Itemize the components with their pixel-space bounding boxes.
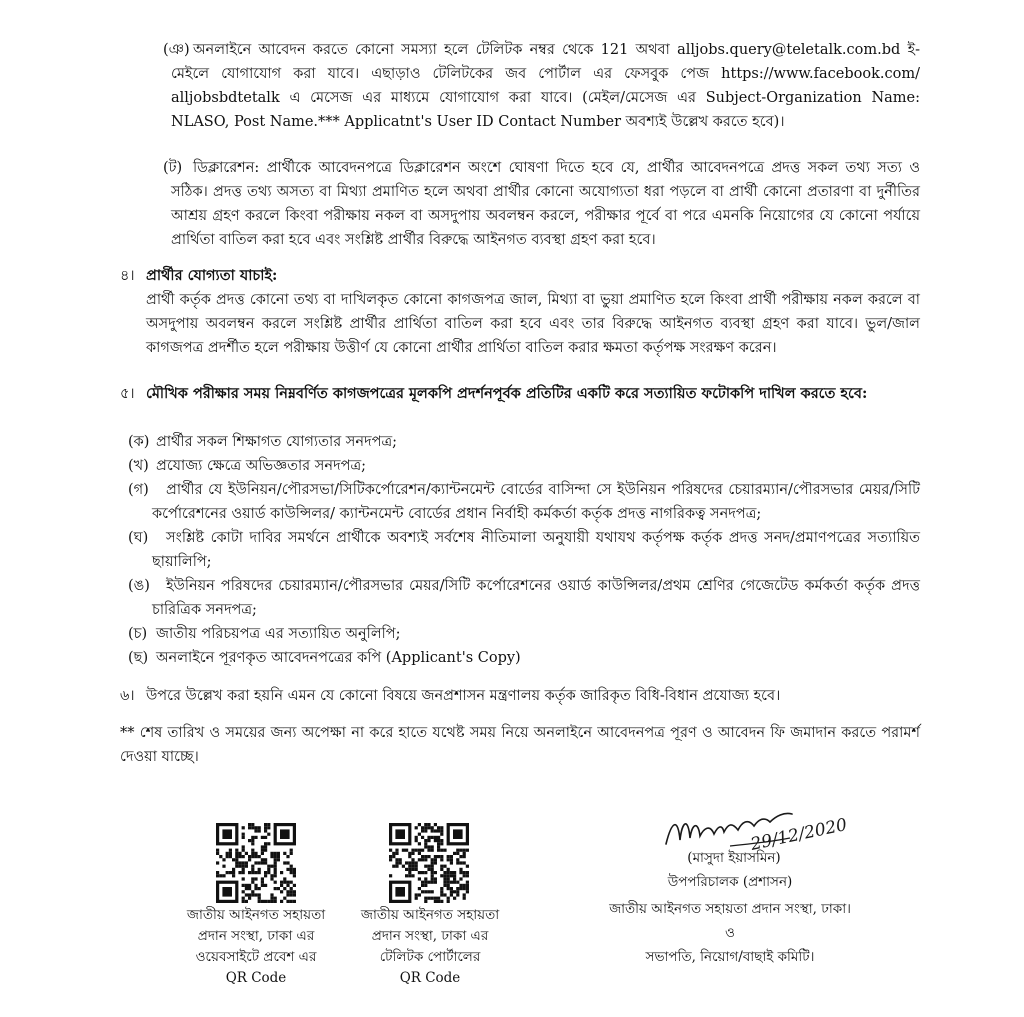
website-qr-code-icon [216,823,296,903]
doc-list-item: প্রার্থীর যে ইউনিয়ন/পৌরসভা/সিটিকর্পোরেশন/ক্যান্টনমেন্ট বোর্ডের বাসিন্দা সে ইউনিয়ন পরিষদের চেয়ারম্যান/পৌরসভার মেয়র/সিটি কর্পোরেশনের ওয়ার্ড কাউন্সিলর/ ক্যান্টনমেন্ট বোর্ডের প্রধান নির্বাহী কর্মকর্তা কর্তৃক প্রদত্ত নাগরিকত্ব সনদপত্র; [152,482,920,522]
section5-number: ৫। [120,386,135,402]
item-nio-text: অনলাইনে আবেদন করতে কোনো সমস্যা হলে টেলিটক নম্বর থেকে 121 অথবা alljobs.query@teletalk.com.bd ই-মেইলে যোগাযোগ করা যাবে। এছাড়াও টেলিটকের জব পোর্টাল এর ফেসবুক পেজ https://www.facebook.com/ alljobsbdtetalk এ মেসেজ এর মাধ্যমে যোগাযোগ করা যাবে। (মেইল/মেসেজ এর Subject-Organization Name: NLASO, Post Name.*** Applicatnt's User ID Contact Number অবশ্যই উল্লেখ করতে হবে)। [171,42,920,130]
svg-text:29/12/2020: 29/12/2020 [748,814,849,855]
doc-list-marker: (ঘ) [128,530,149,546]
doc-list-marker: (খ) [128,458,149,474]
doc-list-marker: (ক) [128,434,150,450]
signatory-role: সভাপতি, নিয়োগ/বাছাই কমিটি। [645,949,815,965]
doc-list-marker: (ছ) [128,650,149,666]
advice-note: ** শেষ তারিখ ও সময়ের জন্য অপেক্ষা না করে হাতে যথেষ্ট সময় নিয়ে অনলাইনে আবেদনপত্র পূরণ ও আবেদন ফি জমাদান করতে পরামর্শ দেওয়া যাচ্ছে। [120,725,920,765]
qr-caption-line: জাতীয় আইনগত সহায়তা [360,907,500,923]
section4-text: প্রার্থী কর্তৃক প্রদত্ত কোনো তথ্য বা দাখিলকৃত কোনো কাগজপত্র জাল, মিথ্যা বা ভুয়া প্রমাণিত হলে কিংবা প্রার্থী পরীক্ষায় নকল করলে বা অসদুপায় অবলম্বন করলে সংশ্লিষ্ট প্রার্থীর প্রার্থিতা বাতিল করা হবে এবং তার বিরুদ্ধে আইনগত ব্যবস্থা গ্রহণ করা যাবে। ভুল/জাল কাগজপত্র প্রদর্শীত হলে পরীক্ষায় উত্তীর্ণ যে কোনো প্রার্থীর প্রার্থিতা বাতিল করার ক্ষমতা কর্তৃপক্ষ সংরক্ষণ করেন। [146,292,920,356]
qr-caption-line: QR Code [225,970,287,986]
doc-list-item: ইউনিয়ন পরিষদের চেয়ারম্যান/পৌরসভার মেয়র/সিটি কর্পোরেশনের ওয়ার্ড কাউন্সিলর/প্রথম শ্রেণির গেজেটেড কর্মকর্তা কর্তৃক প্রদত্ত চারিত্রিক সনদপত্র; [152,578,920,618]
item-to-text: ডিক্লারেশন: প্রার্থীকে আবেদনপত্রে ডিক্লারেশন অংশে ঘোষণা দিতে হবে যে, প্রার্থীর আবেদনপত্রে প্রদত্ত সকল তথ্য সত্য ও সঠিক। প্রদত্ত তথ্য অসত্য বা মিথ্যা প্রমাণিত হলে অথবা প্রার্থীর কোনো অযোগ্যতা ধরা পড়লে বা প্রার্থী কোনো প্রতারণা বা দুর্নীতির আশ্রয় গ্রহণ করলে কিংবা পরীক্ষায় নকল বা অসদুপায় অবলম্বন করলে, পরীক্ষার পূর্বে বা পরে এমনকি নিয়োগের যে কোনো পর্যায়ে প্রার্থিতা বাতিল করা হবে এবং সংশ্লিষ্ট প্রার্থীর বিরুদ্ধে আইনগত ব্যবস্থা গ্রহণ করা হবে। [171,160,920,248]
qr-caption-line: টেলিটক পোর্টালের [379,949,481,965]
section4-heading: প্রার্থীর যোগ্যতা যাচাই: [146,267,278,284]
qr-caption-line: ওয়েবসাইটে প্রবেশ এর [195,949,317,965]
signatory-designation: উপপরিচালক (প্রশাসন) [667,874,793,890]
doc-list-item: অনলাইনে পূরণকৃত আবেদনপত্রের কপি (Applicant's Copy) [156,650,521,666]
qr-caption-teletalk [345,905,515,989]
doc-list-item: সংশ্লিষ্ট কোটা দাবির সমর্থনে প্রার্থীকে অবশ্যই সর্বশেষ নীতিমালা অনুযায়ী যথাযথ কর্তৃপক্ষ কর্তৃক প্রদত্ত সনদ/প্রমাণপত্রের সত্যায়িত ছায়ালিপি; [152,530,920,570]
qr-caption-line: জাতীয় আইনগত সহায়তা [186,907,326,923]
doc-list-marker: (চ) [128,626,148,642]
doc-list-marker: (ঙ) [128,578,150,594]
section6-number: ৬। [120,688,135,704]
qr-caption-line: প্রদান সংস্থা, ঢাকা এর [197,928,315,944]
item-to-marker: (ট) [163,160,183,176]
signatory-name: (মাসুদা ইয়াসমিন) [687,850,781,866]
doc-list-item: প্রযোজ্য ক্ষেত্রে অভিজ্ঞতার সনদপত্র; [156,458,367,474]
section5-heading: মৌখিক পরীক্ষার সময় নিম্নবর্ণিত কাগজপত্রের মূলকপি প্রদর্শনপূর্বক প্রতিটির একটি করে সত্যায়িত ফটোকপি দাখিল করতে হবে: [146,385,868,402]
signatory-office: জাতীয় আইনগত সহায়তা প্রদান সংস্থা, ঢাকা। [609,901,851,917]
item-nio-marker: (ঞ) [163,42,190,58]
doc-list-marker: (গ) [128,482,149,498]
qr-caption-line: প্রদান সংস্থা, ঢাকা এর [371,928,489,944]
teletalk-qr-code-icon [389,823,469,903]
doc-list-item: জাতীয় পরিচয়পত্র এর সত্যায়িত অনুলিপি; [156,626,401,642]
qr-caption-line: QR Code [399,970,461,986]
doc-list-item: প্রার্থীর সকল শিক্ষাগত যোগ্যতার সনদপত্র; [156,434,398,450]
qr-caption-website [171,905,341,989]
section4-number: ৪। [120,268,135,284]
section6-text: উপরে উল্লেখ করা হয়নি এমন যে কোনো বিষয়ে জনপ্রশাসন মন্ত্রণালয় কর্তৃক জারিকৃত বিধি-বিধান প্রযোজ্য হবে। [146,688,781,704]
signatory-conjunction: ও [725,925,735,941]
